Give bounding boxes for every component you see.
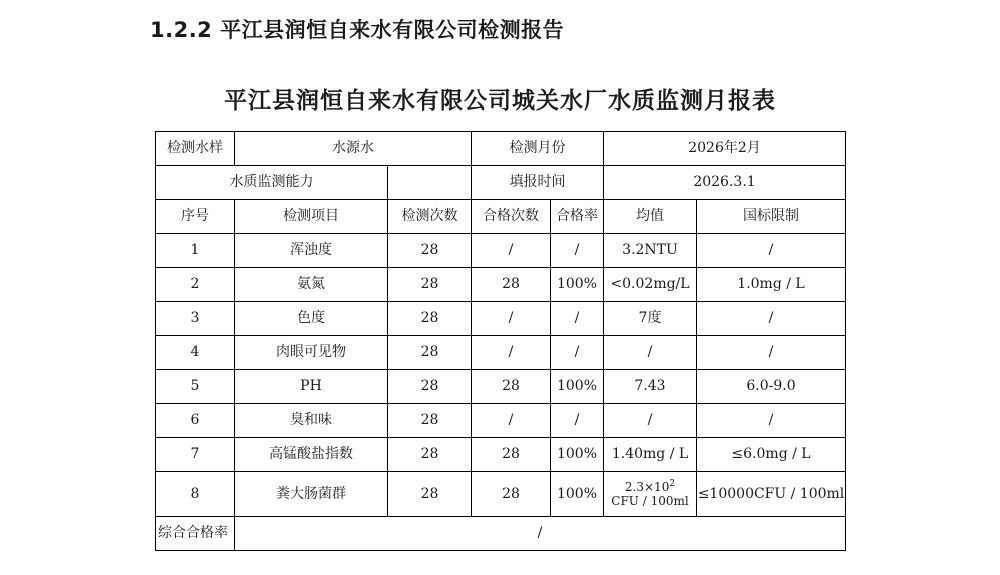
pass-count: / [472,336,551,370]
pass-count: 28 [472,370,551,404]
row-number: 3 [156,302,235,336]
pass-count: / [472,404,551,438]
pass-rate: / [551,404,604,438]
month-label: 检测月份 [472,132,604,166]
row-number: 6 [156,404,235,438]
pass-count: 28 [472,268,551,302]
column-header: 合格次数 [472,200,551,234]
table-row [156,370,846,404]
summary-value: / [235,517,846,551]
column-header: 检测项目 [235,200,388,234]
report-title: 平江县润恒自来水有限公司城关水厂水质监测月报表 [224,87,776,114]
mean-base: 2.3×10 [624,480,670,495]
test-count: 28 [388,336,472,370]
meta-row-1 [156,132,846,166]
mean-value [604,472,697,517]
pass-rate: 100% [551,472,604,517]
standard-limit: / [697,302,846,336]
table-row [156,404,846,438]
pass-rate: / [551,336,604,370]
table-row [156,472,846,517]
mean-value: / [604,336,697,370]
test-count: 28 [388,370,472,404]
pass-rate: 100% [551,268,604,302]
pass-rate: / [551,302,604,336]
mean-value: / [604,404,697,438]
pass-rate: 100% [551,370,604,404]
row-number: 7 [156,438,235,472]
pass-count: / [472,234,551,268]
mean-value: <0.02mg/L [604,268,697,302]
pass-rate: / [551,234,604,268]
water-quality-table [155,131,846,551]
test-item: 高锰酸盐指数 [235,438,388,472]
test-item: 浑浊度 [235,234,388,268]
table-row [156,302,846,336]
sample-label: 检测水样 [156,132,235,166]
pass-rate: 100% [551,438,604,472]
test-count: 28 [388,268,472,302]
row-number: 8 [156,472,235,517]
test-item: 臭和味 [235,404,388,438]
header-row [156,200,846,234]
pass-count: 28 [472,438,551,472]
column-header: 检测次数 [388,200,472,234]
capability-value [388,166,472,200]
standard-limit: / [697,336,846,370]
test-count: 28 [388,404,472,438]
sample-value: 水源水 [235,132,472,166]
pass-count: / [472,302,551,336]
standard-limit: ≤10000CFU / 100ml [697,472,846,517]
mean-value: 7.43 [604,370,697,404]
mean-unit: CFU / 100ml [611,494,689,508]
mean-value: 1.40mg / L [604,438,697,472]
test-count: 28 [388,438,472,472]
row-number: 1 [156,234,235,268]
column-header: 序号 [156,200,235,234]
column-header: 均值 [604,200,697,234]
test-item: 肉眼可见物 [235,336,388,370]
fill-date-label: 填报时间 [472,166,604,200]
test-item: 氨氮 [235,268,388,302]
pass-count: 28 [472,472,551,517]
standard-limit: 6.0-9.0 [697,370,846,404]
test-count: 28 [388,472,472,517]
test-item: PH [235,370,388,404]
mean-exponent: 2 [669,479,676,490]
section-heading: 1.2.2 平江县润恒自来水有限公司检测报告 [150,18,565,42]
table-row [156,268,846,302]
standard-limit: / [697,234,846,268]
test-item: 色度 [235,302,388,336]
test-item: 粪大肠菌群 [235,472,388,517]
capability-label: 水质监测能力 [156,166,388,200]
meta-row-2 [156,166,846,200]
mean-value: 7度 [604,302,697,336]
table-row [156,234,846,268]
table-row [156,336,846,370]
summary-label: 综合合格率 [156,517,235,551]
fill-date-value: 2026.3.1 [604,166,846,200]
standard-limit: / [697,404,846,438]
row-number: 5 [156,370,235,404]
column-header: 国标限制 [697,200,846,234]
test-count: 28 [388,234,472,268]
month-value: 2026年2月 [604,132,846,166]
standard-limit: ≤6.0mg / L [697,438,846,472]
row-number: 4 [156,336,235,370]
mean-value: 3.2NTU [604,234,697,268]
column-header: 合格率 [551,200,604,234]
test-count: 28 [388,302,472,336]
summary-row [156,517,846,551]
row-number: 2 [156,268,235,302]
table-row [156,438,846,472]
standard-limit: 1.0mg / L [697,268,846,302]
